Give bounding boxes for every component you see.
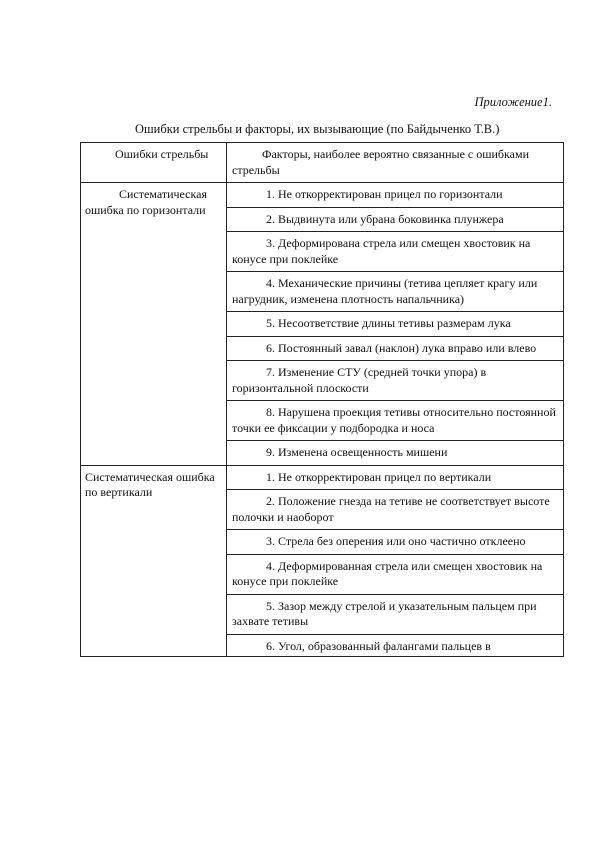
- factor-cell: 5. Зазор между стрелой и указательным пальцем при захвате тетивы: [227, 594, 564, 634]
- table-row: [81, 465, 564, 490]
- error-horizontal: Систематическая ошибка по горизонтали: [81, 183, 227, 466]
- factor-cell: 5. Несоответствие длины тетивы размерам лука: [227, 312, 564, 337]
- factor-cell: 6. Угол, образованный фалангами пальцев в: [227, 634, 564, 657]
- table-header-row: [81, 143, 564, 183]
- factor-cell: 4. Деформированная стрела или смещен хвостовик на конусе при поклейке: [227, 554, 564, 594]
- factor-cell: 1. Не откорректирован прицел по горизонтали: [227, 183, 564, 208]
- factor-cell: 9. Изменена освещенность мишени: [227, 441, 564, 466]
- header-errors: Ошибки стрельбы: [81, 143, 227, 183]
- header-factors: Факторы, наиболее вероятно связанные с ошибками стрельбы: [227, 143, 564, 183]
- factor-cell: 6. Постоянный завал (наклон) лука вправо или влево: [227, 336, 564, 361]
- errors-factors-table: [80, 142, 564, 657]
- factor-cell: 8. Нарушена проекция тетивы относительно постоянной точки ее фиксации у подбородка и носа: [227, 401, 564, 441]
- factor-cell: 3. Деформирована стрела или смещен хвостовик на конусе при поклейке: [227, 232, 564, 272]
- factor-cell: 7. Изменение СТУ (средней точки упора) в горизонтальной плоскости: [227, 361, 564, 401]
- factor-cell: 1. Не откорректирован прицел по вертикали: [227, 465, 564, 490]
- factor-cell: 3. Стрела без оперения или оно частично отклеено: [227, 530, 564, 555]
- error-vertical: Систематическая ошибка по вертикали: [81, 465, 227, 657]
- factor-cell: 2. Положение гнезда на тетиве не соответствует высоте полочки и наоборот: [227, 490, 564, 530]
- factor-cell: 4. Механические причины (тетива цепляет крагу или нагрудник, изменена плотность напальчника): [227, 272, 564, 312]
- table-row: [81, 183, 564, 208]
- factor-cell: 2. Выдвинута или убрана боковинка плунжера: [227, 207, 564, 232]
- document-title: Ошибки стрельбы и факторы, их вызывающие (по Байдыченко Т.В.): [135, 122, 500, 136]
- appendix-label: Приложение1.: [474, 95, 552, 109]
